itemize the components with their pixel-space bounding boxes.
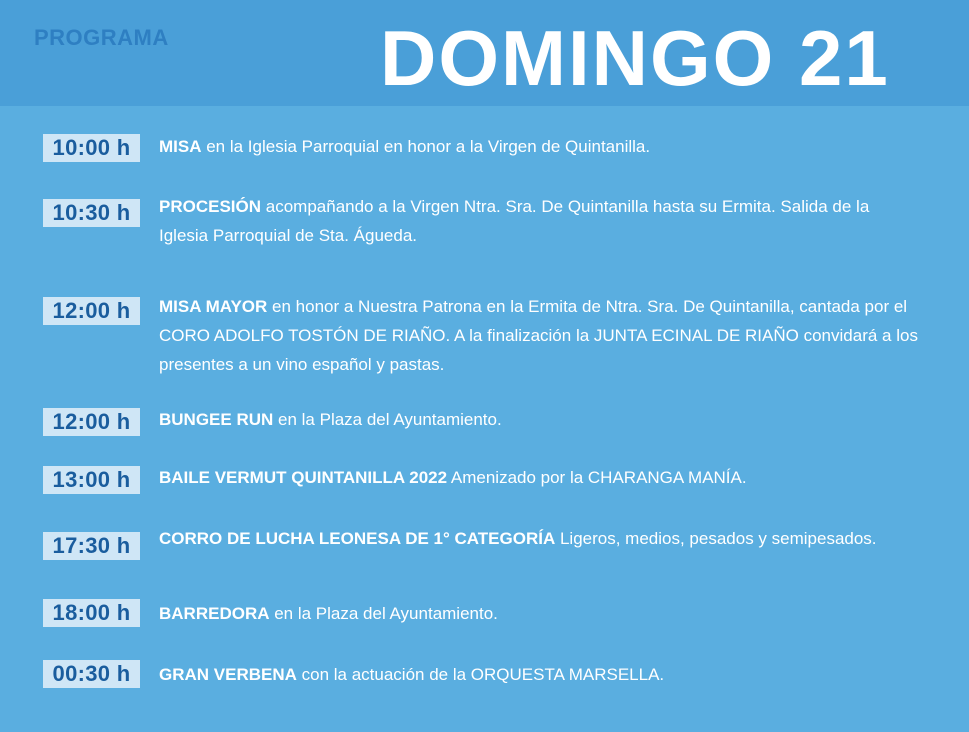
event-description: Amenizado por la CHARANGA MANÍA. bbox=[447, 468, 747, 487]
event-text bbox=[159, 463, 929, 492]
event-text bbox=[159, 132, 929, 161]
event-name: BUNGEE RUN bbox=[159, 410, 274, 429]
event-description: en la Iglesia Parroquial en honor a la Virgen de Quintanilla. bbox=[201, 137, 651, 156]
time-badge: 17:30 h bbox=[43, 532, 140, 560]
event-name: BAILE VERMUT QUINTANILLA 2022 bbox=[159, 468, 448, 487]
time-badge: 12:00 h bbox=[43, 408, 140, 436]
event-description: con la actuación de la ORQUESTA MARSELLA. bbox=[296, 665, 665, 684]
event-name: BARREDORA bbox=[159, 604, 270, 623]
time-badge: 12:00 h bbox=[43, 297, 140, 325]
event-description: Ligeros, medios, pesados y semipesados. bbox=[555, 529, 877, 548]
time-badge: 13:00 h bbox=[43, 466, 140, 494]
event-name: MISA bbox=[159, 137, 202, 156]
event-description: en la Plaza del Ayuntamiento. bbox=[269, 604, 498, 623]
day-title: DOMINGO 21 bbox=[380, 14, 890, 102]
event-description: acompañando a la Virgen Ntra. Sra. De Quintanilla hasta su Ermita. Salida de la Iglesia Parroquial de Sta. Águeda. bbox=[159, 197, 870, 245]
header-band bbox=[0, 0, 969, 106]
event-description: en honor a Nuestra Patrona en la Ermita de Ntra. Sra. De Quintanilla, cantada por el CORO ADOLFO TOSTÓN DE RIAÑO. A la finalización la JUNTA ECINAL DE RIAÑO convidará a los presentes a un vino español y pastas. bbox=[159, 297, 918, 374]
event-name: MISA MAYOR bbox=[159, 297, 268, 316]
event-name: PROCESIÓN bbox=[159, 197, 262, 216]
time-badge: 10:00 h bbox=[43, 134, 140, 162]
event-name: CORRO DE LUCHA LEONESA DE 1° CATEGORÍA bbox=[159, 529, 556, 548]
event-description: en la Plaza del Ayuntamiento. bbox=[273, 410, 502, 429]
time-badge: 18:00 h bbox=[43, 599, 140, 627]
event-text bbox=[159, 660, 929, 689]
time-badge: 00:30 h bbox=[43, 660, 140, 688]
event-name: GRAN VERBENA bbox=[159, 665, 297, 684]
event-text bbox=[159, 524, 909, 553]
section-label: PROGRAMA bbox=[34, 25, 169, 50]
event-text bbox=[159, 292, 929, 379]
event-text bbox=[159, 405, 929, 434]
event-text bbox=[159, 192, 919, 250]
time-badge: 10:30 h bbox=[43, 199, 140, 227]
event-text bbox=[159, 599, 929, 628]
